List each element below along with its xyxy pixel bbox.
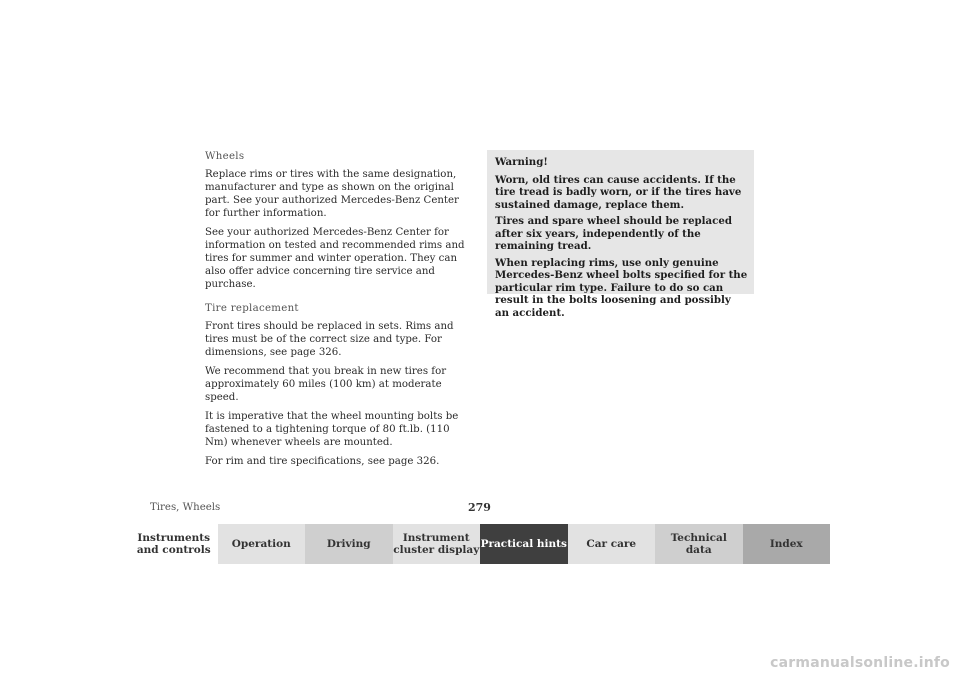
tab-car-care[interactable]: Car care xyxy=(568,524,656,564)
tab-index[interactable]: Index xyxy=(743,524,831,564)
warning-paragraph: When replacing rims, use only genuine Mercedes-Benz wheel bolts specified for the particular rim type. Failure to do so can result in the bolts loosening and possibly an accident. xyxy=(495,256,748,319)
heading-wheels: Wheels xyxy=(205,151,245,162)
tab-instrument-cluster-display[interactable]: Instrument cluster display xyxy=(393,524,481,564)
tire-paragraph: It is imperative that the wheel mounting bolts be fastened to a tightening torque of 80 ft.lb. (110 Nm) whenever wheels are mounted. xyxy=(205,411,459,448)
warning-paragraph: Worn, old tires can cause accidents. If the tire tread is badly worn, or if the tires have sustained damage, replace them. xyxy=(495,173,742,211)
watermark: carmanualsonline.info xyxy=(770,655,950,671)
tab-driving[interactable]: Driving xyxy=(305,524,393,564)
warning-box xyxy=(487,150,754,319)
tire-paragraph: For rim and tire specifications, see page 326. xyxy=(205,456,440,467)
warning-paragraph: Tires and spare wheel should be replaced after six years, independently of the remaining tread. xyxy=(495,215,732,252)
tab-instruments-and-controls[interactable]: Instruments and controls xyxy=(130,524,218,564)
tire-paragraph: We recommend that you break in new tires for approximately 60 miles (100 km) at moderate speed. xyxy=(205,366,447,403)
tab-operation[interactable]: Operation xyxy=(218,524,306,564)
wheels-paragraph: See your authorized Mercedes-Benz Center for information on tested and recommended rims and tires for summer and winter operation. They can also offer advice concerning tire service and purchase. xyxy=(205,227,465,290)
page-number: 279 xyxy=(468,501,491,514)
tire-paragraph: Front tires should be replaced in sets. Rims and tires must be of the correct size and type. For dimensions, see page 326. xyxy=(205,321,454,358)
warning-title: Warning! xyxy=(495,156,548,168)
heading-tire-replacement: Tire replacement xyxy=(205,303,299,314)
chapter-navigation xyxy=(130,524,830,564)
section-label: Tires, Wheels xyxy=(150,502,221,513)
wheels-paragraph: Replace rims or tires with the same designation, manufacturer and type as shown on the original part. See your authorized Mercedes-Benz Center for further information. xyxy=(205,169,459,219)
tab-technical-data[interactable]: Technical data xyxy=(655,524,743,564)
main-text-column xyxy=(205,150,470,474)
tab-practical-hints[interactable]: Practical hints xyxy=(480,524,568,564)
